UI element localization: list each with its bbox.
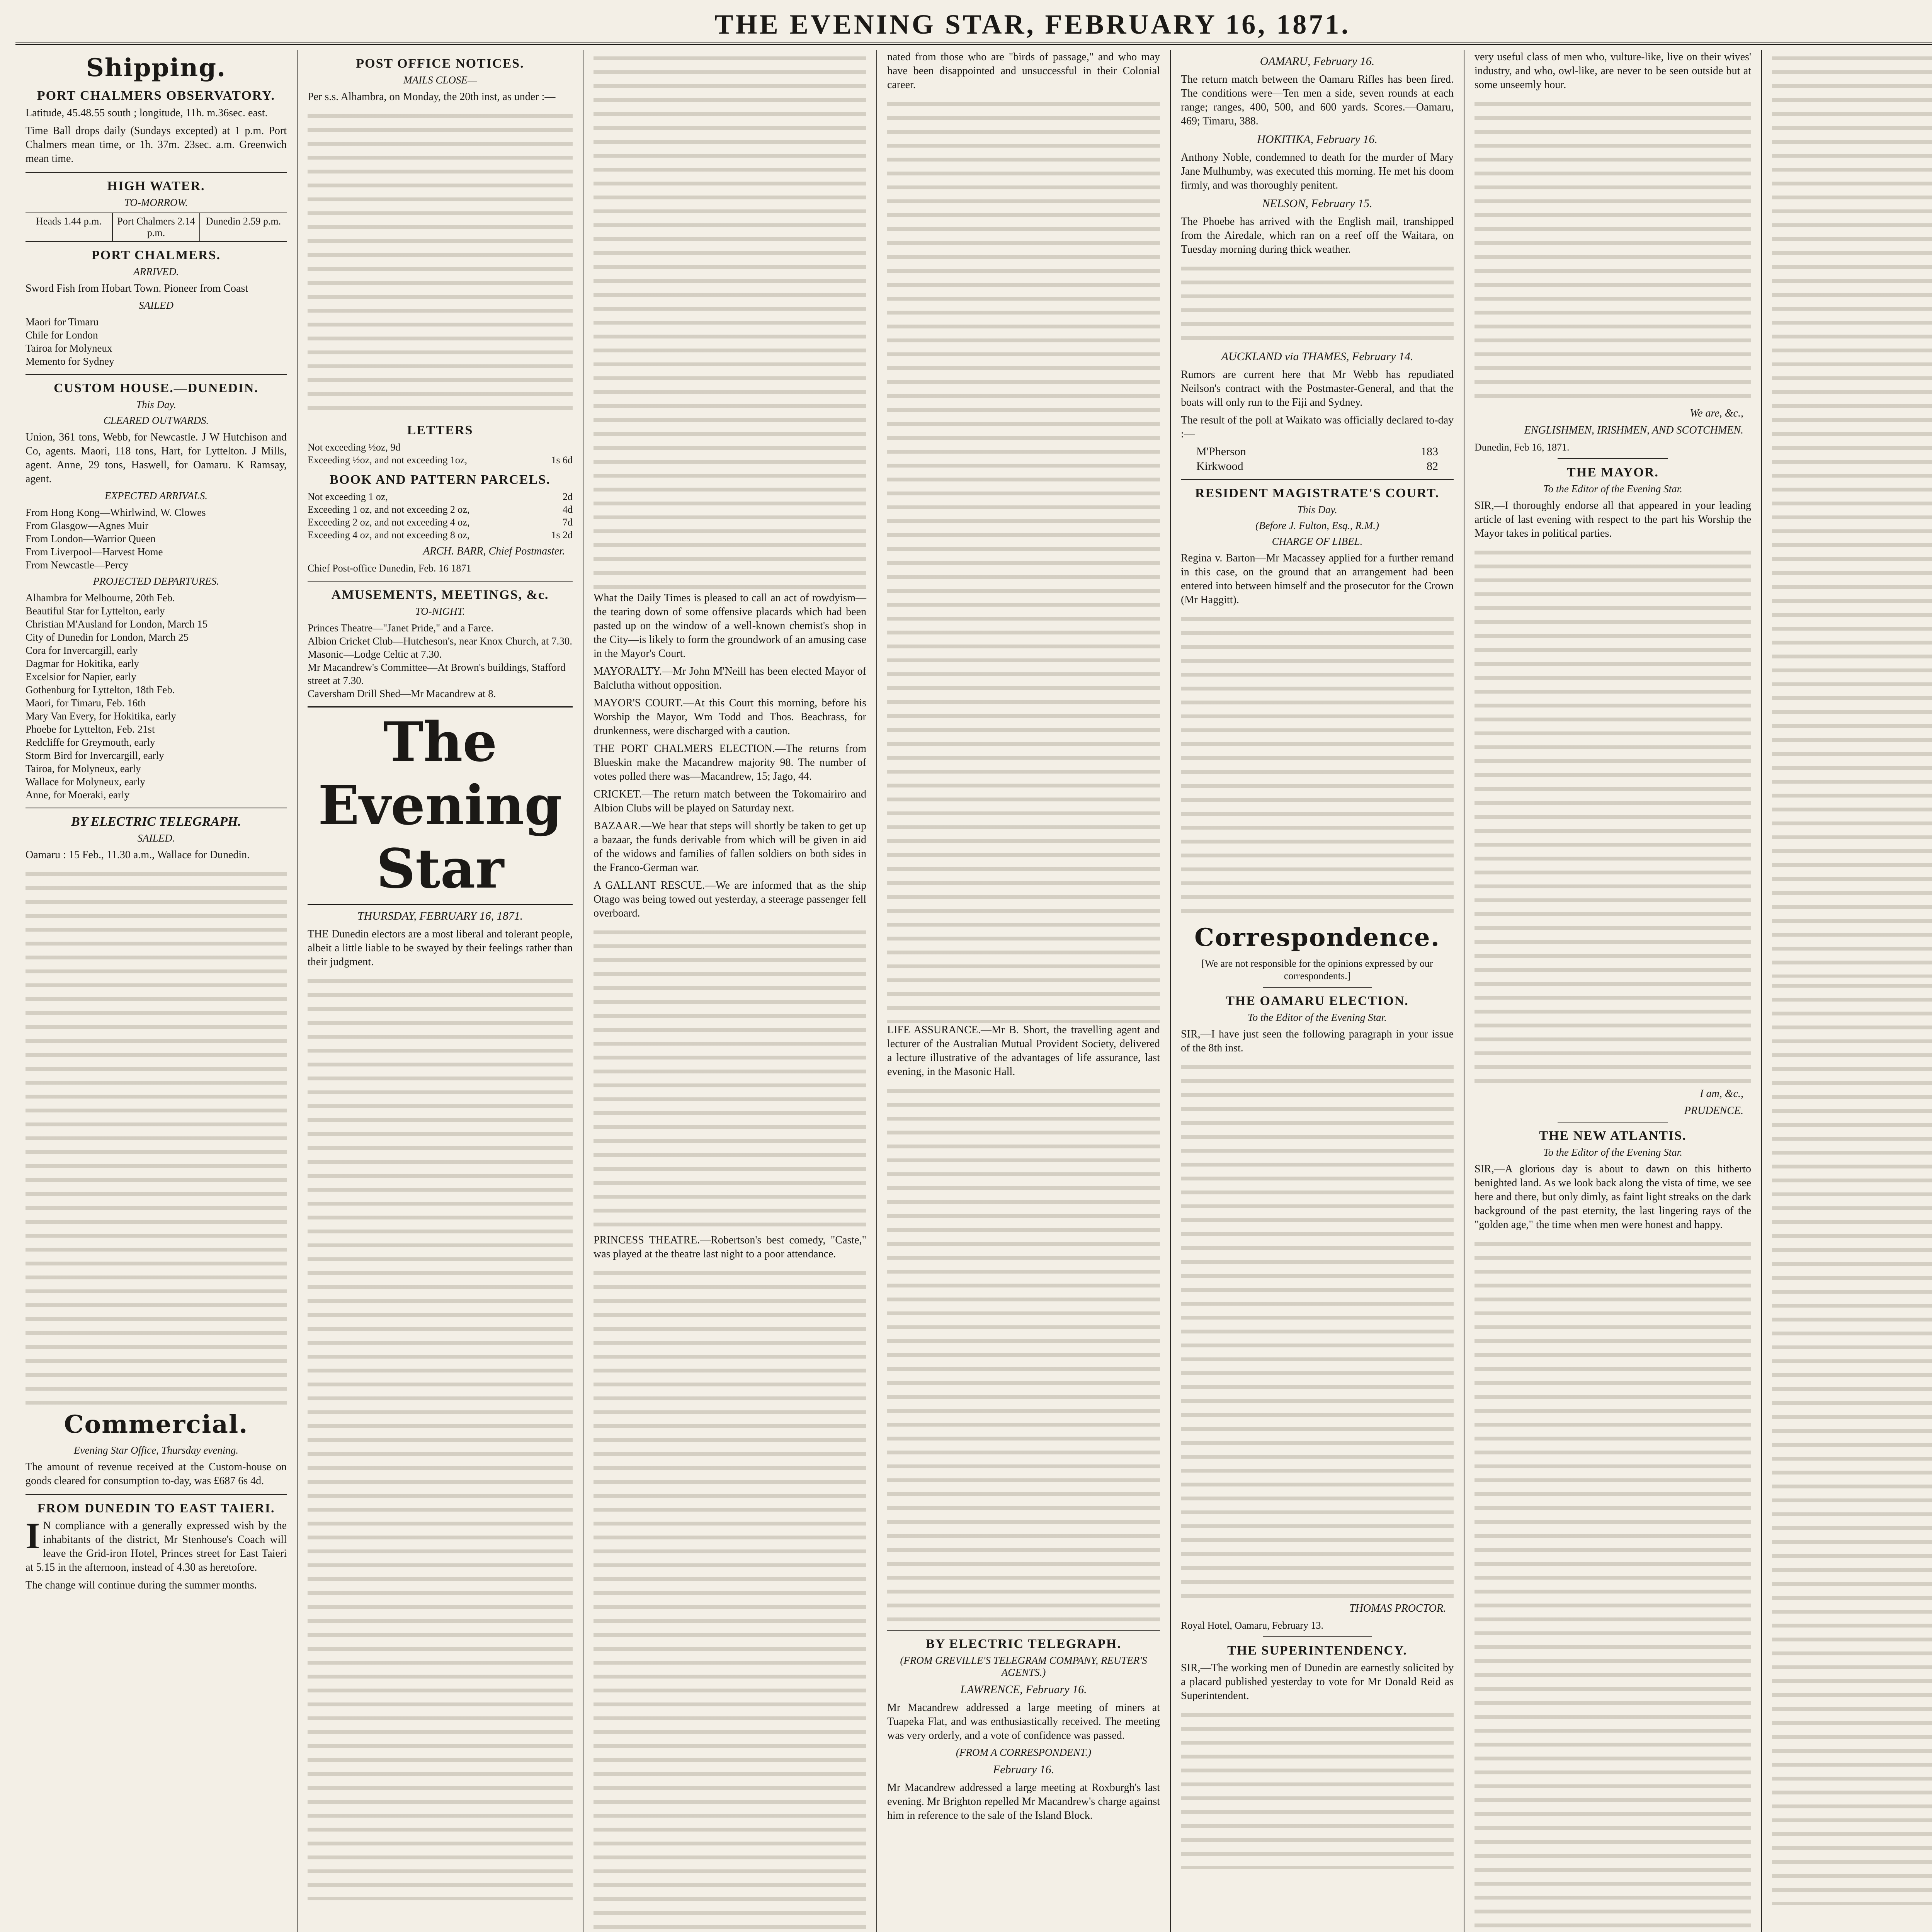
postmaster-sign: ARCH. BARR, Chief Postmaster. [423,545,565,557]
lawrence-dateline: LAWRENCE, February 16. [960,1683,1087,1696]
correspondence-note: [We are not responsible for the opinions expressed by our correspondents.] [1201,958,1433,981]
telegraph-text: Oamaru : 15 Feb., 11.30 a.m., Wallace for Dunedin. [26,849,250,861]
rate-label: Exceeding 4 oz, and not exceeding 8 oz, [308,529,470,541]
telegraph-sub: (FROM GREVILLE'S TELEGRAM COMPANY, REUTER'S AGENTS.) [900,1655,1147,1678]
col6-lead: very useful class of men who, vulture-like, live on their wives' industry, and who, owl-like, are never to be seen outside but at some unseemly hour. [1475,51,1751,91]
life-assurance: LIFE ASSURANCE.—Mr B. Short, the travelling agent and lecturer of the Australian Mutual Provident Society, delivered a lecture illustrative of the advantages of life assurance, last evening, in the Masonic Hall. [887,1024,1160,1078]
taieri-body: N compliance with a generally expressed wish by the inhabitants of the district, Mr Stenhouse's Coach will leave the Grid-iron Hotel, Princes street for East Taieri at 5.15 in the afternoon, instead of 4.30 as heretofore. [26,1520,287,1573]
column-3 [583,50,877,1932]
list-item: Caversham Drill Shed—Mr Macandrew at 8. [308,688,496,699]
col4-lead: nated from those who are "birds of passage," and who may have been disappointed and unsuccessful in their Colonial career. [887,51,1160,91]
poll-row [1196,445,1438,458]
superintendency-heading: THE SUPERINTENDENCY. [1227,1643,1407,1658]
candidate: M'Pherson [1196,445,1246,458]
rate-row [308,529,573,541]
col7-body-2 [1772,978,1932,1905]
court-sub: This Day. [1297,504,1337,515]
col7-body-1 [1772,50,1932,978]
list-item: Tairoa for Molyneux [26,342,112,354]
masthead [15,8,1932,45]
list-item: Memento for Sydney [26,355,114,367]
rate-label: Exceeding 1 oz, and not exceeding 2 oz, [308,504,470,515]
column-6 [1464,50,1762,1932]
column-5 [1171,50,1464,1932]
votes: 183 [1421,445,1438,458]
amusements-heading: AMUSEMENTS, MEETINGS, &c. [331,588,549,602]
list-item: Princes Theatre—"Janet Pride," and a Farce. [308,622,494,634]
to-editor: To the Editor of the Evening Star. [1248,1012,1387,1023]
sign-we-are: We are, &c., [1690,407,1743,419]
poll-row [1196,460,1438,473]
rate-value: 1s 6d [551,454,573,466]
expected-label: EXPECTED ARRIVALS. [105,490,207,502]
list-item: Cora for Invercargill, early [26,645,138,656]
port-chalmers-heading: PORT CHALMERS. [91,248,221,262]
mayor-text: SIR,—I thoroughly endorse all that appeared in your leading article of last evening with respect to the part his Worship the Mayor takes in political parties. [1475,500,1751,539]
letters-heading: LETTERS [407,423,473,437]
atlantis-to-editor: To the Editor of the Evening Star. [1543,1146,1682,1158]
telegraph-heading: BY ELECTRIC TELEGRAPH. [71,815,241,829]
observatory-text: Latitude, 45.48.55 south ; longitude, 11h. m.36sec. east. [26,107,268,119]
correspondent-label: (FROM A CORRESPONDENT.) [956,1747,1092,1758]
list-item: Maori, for Timaru, Feb. 16th [26,697,146,709]
atlantis-body [1475,1236,1751,1932]
list-item: From Glasgow—Agnes Muir [26,520,148,531]
post-office-heading: POST OFFICE NOTICES. [356,56,524,71]
list-item: City of Dunedin for London, March 25 [26,631,189,643]
editorial-continued [594,50,866,591]
sailed-list [26,315,287,368]
letter-text: SIR,—I have just seen the following paragraph in your issue of the 8th inst. [1181,1028,1454,1054]
projected-label: PROJECTED DEPARTURES. [93,575,219,587]
letter-body [1181,1059,1454,1600]
atlantis-text: SIR,—A glorious day is about to dawn on this hitherto benighted land. As we look back along the vista of time, we see here and there, but only dimly, as faint light streaks on the dark background of the past eternity, the last lingering rays of the "golden age," the time when men were honest and happy. [1475,1163,1751,1231]
mayors-court: MAYOR'S COURT.—At this Court this morning, before his Worship the Mayor, Wm Todd and Thos. Beachrass, for drunkenness, were discharged with a caution. [594,697,866,737]
list-item: Chile for London [26,329,98,341]
mails-text: Per s.s. Alhambra, on Monday, the 20th inst, as under :— [308,91,556,103]
editorial-body [308,973,573,1900]
mails-close: MAILS CLOSE— [403,74,477,86]
section-commercial: Commercial. [64,1410,248,1439]
observatory-ball: Time Ball drops daily (Sundays excepted) at 1 p.m. Port Chalmers mean time, or 1h. 37m. 23sec. a.m. Greenwich mean time. [26,125,287,165]
letter-place: Royal Hotel, Oamaru, February 13. [1181,1620,1323,1631]
feb16-dateline: February 16. [993,1763,1054,1776]
telegraph-sailed: SAILED. [137,832,175,844]
rate-row [308,503,573,516]
port-election: THE PORT CHALMERS ELECTION.—The returns from Blueskin make the Macandrew majority 98. The number of votes polled there was—Macandrew, 15; Jago, 44. [594,743,866,782]
letter-sign: THOMAS PROCTOR. [1349,1602,1446,1614]
list-item: Alhambra for Melbourne, 20th Feb. [26,592,175,604]
atlantis-sign [1780,1907,1932,1920]
taieri-text [26,1515,287,1575]
list-item: From Liverpool—Harvest Home [26,546,163,558]
gallant-rescue: A GALLANT RESCUE.—We are informed that as the ship Otago was being towed out yesterday, a steerage passenger fell overboard. [594,879,866,919]
cleared-label: CLEARED OUTWARDS. [103,415,209,426]
dropcap: I [26,1515,40,1556]
amusements-list [308,621,573,700]
list-item: Mary Van Every, for Hokitika, early [26,710,176,722]
rate-label: Not exceeding 1 oz, [308,491,388,502]
list-item: Storm Bird for Invercargill, early [26,750,164,761]
hokitika-dateline: HOKITIKA, February 16. [1257,133,1378,146]
libel-body [1181,611,1454,920]
list-item: Redcliffe for Greymouth, early [26,736,155,748]
sailed-label: SAILED [139,299,173,311]
dateline: THURSDAY, FEBRUARY 16, 1871. [357,910,523,922]
oamaru-dateline: OAMARU, February 16. [1260,55,1375,68]
post-office-body [308,108,573,417]
list-item: Anne, for Moeraki, early [26,789,130,801]
rate-value: 1s 2d [551,529,573,541]
court-heading: RESIDENT MAGISTRATE'S COURT. [1195,486,1439,500]
list-item: Albion Cricket Club—Hutcheson's, near Knox Church, at 7.30. [308,635,573,647]
col6-body [1475,96,1751,405]
high-water-sub: TO-MORROW. [124,197,188,208]
rate-row [308,516,573,529]
list-item: Dagmar for Hokitika, early [26,658,139,669]
list-item: Gothenburg for Lyttelton, 18th Feb. [26,684,175,696]
list-item: From Newcastle—Percy [26,559,129,571]
poll-intro: The result of the poll at Waikato was officially declared to-day :— [1181,414,1454,440]
col4-body [887,96,1160,1023]
rate-row [308,441,573,454]
telegraph-heading-2: BY ELECTRIC TELEGRAPH. [926,1637,1121,1651]
list-item: Wallace for Molyneux, early [26,776,145,787]
list-item: From London—Warrior Queen [26,533,156,544]
list-item: From Hong Kong—Whirlwind, W. Clowes [26,507,206,518]
libel-text: Regina v. Barton—Mr Macassey applied for a further remand in this case, on the ground that an arrangement had been entered into between himself and the prosecutor for the Crown (Mr Haggitt). [1181,552,1454,606]
tide-table [26,213,287,242]
column-2 [298,50,583,1932]
on-dit: What the Daily Times is pleased to call an act of rowdyism—the tearing down of some offensive placards which had been pasted up on the window of a well-known chemist's shop in the City—is likely to form the groundwork of an amusing case in the Mayor's Court. [594,592,866,660]
list-item: Mr Macandrew's Committee—At Brown's buildings, Stafford street at 7.30. [308,662,566,686]
candidate: Kirkwood [1196,460,1243,473]
tide-port: Port Chalmers 2.14 p.m. [113,213,200,241]
tide-heads: Heads 1.44 p.m. [26,213,113,241]
book-rates [308,490,573,541]
taieri-heading: FROM DUNEDIN TO EAST TAIERI. [37,1501,275,1515]
nelson-dateline: NELSON, February 15. [1262,197,1372,210]
life-assurance-body [887,1083,1160,1624]
section-correspondence: Correspondence. [1194,923,1440,952]
princess-theatre: PRINCESS THEATRE.—Robertson's best comedy, "Caste," was played at the theatre last night to a poor attendance. [594,1234,866,1260]
article-body-text [26,866,287,1407]
feb16-text: Mr Macandrew addressed a large meeting at Roxburgh's last evening. Mr Brighton repelled Mr Macandrew's charge against him in reference to the sale of the Island Block. [887,1782,1160,1821]
customs-heading: CUSTOM HOUSE.—DUNEDIN. [54,381,259,395]
rate-value: 7d [563,517,573,528]
rate-row [308,490,573,503]
nelson-body [1181,260,1454,345]
editorial-lead: THE Dunedin electors are a most liberal and tolerant people, albeit a little liable to be swayed by their feelings rather than their judgment. [308,928,573,968]
rate-label: Exceeding 2 oz, and not exceeding 4 oz, [308,517,470,528]
hokitika-text: Anthony Noble, condemned to death for the murder of Mary Jane Mulhumby, was executed this morning. He met his doom firmly, and was thoroughly penitent. [1181,151,1454,191]
expected-list [26,506,287,571]
atlantis-heading: THE NEW ATLANTIS. [1539,1129,1687,1143]
commercial-sub: Evening Star Office, Thursday evening. [74,1444,238,1456]
customs-sub: This Day. [136,399,176,410]
column-4 [877,50,1171,1932]
newspaper-title: THE EVENING STAR, FEBRUARY 16, 1871. [714,9,1351,40]
list-item: Masonic—Lodge Celtic at 7.30. [308,648,442,660]
high-water-heading: HIGH WATER. [107,179,205,193]
sign-place: Dunedin, Feb 16, 1871. [1475,442,1570,453]
auckland-text: Rumors are current here that Mr Webb has repudiated Neilson's contract with the Postmaster-General, and that the boats will only run to the Fiji and Sydney. [1181,369,1454,408]
tide-dunedin: Dunedin 2.59 p.m. [206,216,281,227]
mayor-heading: THE MAYOR. [1567,465,1659,480]
column-1 [15,50,298,1932]
atlantis-sign-2 [1780,1924,1932,1932]
commercial-text: The amount of revenue received at the Custom-house on goods cleared for consumption to-day, was £687 6s 4d. [26,1461,287,1487]
rate-row [308,454,573,466]
cricket: CRICKET.—The return match between the Tokomairiro and Albion Clubs will be played on Saturday next. [594,788,866,814]
column-3-body [594,1265,866,1932]
rate-label: Not exceeding ½oz, 9d [308,442,401,453]
arrived-label: ARRIVED. [133,266,179,277]
superintendency-body [1181,1707,1454,1869]
postmaster-place: Chief Post-office Dunedin, Feb. 16 1871 [308,563,471,574]
mayor-sign-2: PRUDENCE. [1684,1105,1743,1117]
rescue-body [594,924,866,1233]
list-item: Christian M'Ausland for London, March 15 [26,618,208,630]
mayor-body [1475,544,1751,1085]
newspaper-flag: The Evening Star [308,706,573,905]
mayor-to-editor: To the Editor of the Evening Star. [1543,483,1682,495]
projected-list [26,591,287,801]
court-before: (Before J. Fulton, Esq., R.M.) [1255,520,1379,531]
lawrence-text: Mr Macandrew addressed a large meeting of miners at Tuapeka Flat, and was enthusiastically received. The meeting was very orderly, and a vote of confidence was passed. [887,1702,1160,1742]
list-item: Phoebe for Lyttelton, Feb. 21st [26,723,155,735]
libel-label: CHARGE OF LIBEL. [1272,536,1363,547]
bazaar: BAZAAR.—We hear that steps will shortly be taken to get up a bazaar, the funds derivable from which will be given in aid of the widows and families of fallen soldiers on both sides in the Franco-German war. [594,820,866,874]
mayor-sign-1: I am, &c., [1700,1088,1743,1100]
book-heading: BOOK AND PATTERN PARCELS. [330,473,551,487]
nelson-text: The Phoebe has arrived with the English mail, transhipped from the Airedale, which ran on a reef off the Waitara, on Tuesday morning during thick weather. [1181,216,1454,255]
rate-label: Exceeding ½oz, and not exceeding 1oz, [308,454,467,466]
list-item: Beautiful Star for Lyttelton, early [26,605,165,617]
auckland-dateline: AUCKLAND via THAMES, February 14. [1221,350,1413,363]
list-item: Tairoa, for Molyneux, early [26,763,141,774]
column-7 [1762,50,1932,1932]
letter-rates [308,441,573,466]
observatory-heading: PORT CHALMERS OBSERVATORY. [37,88,276,103]
taieri-note: The change will continue during the summer months. [26,1579,257,1591]
cleared-text: Union, 361 tons, Webb, for Newcastle. J W Hutchison and Co, agents. Maori, 118 tons, Hart, for Lyttelton. J Mills, agent. Anne, 29 tons, Haswell, for Oamaru. K Ramsay, agent. [26,431,287,485]
list-item: Excelsior for Napier, early [26,671,136,682]
votes: 82 [1427,460,1438,473]
section-shipping: Shipping. [86,53,226,82]
superintendency-text: SIR,—The working men of Dunedin are earnestly solicited by a placard published yesterday to vote for Mr Donald Reid as Superintendent. [1181,1662,1454,1702]
sign-names: ENGLISHMEN, IRISHMEN, AND SCOTCHMEN. [1524,424,1743,436]
amusements-sub: TO-NIGHT. [415,605,465,617]
rate-value: 4d [563,504,573,515]
oamaru-text: The return match between the Oamaru Rifles has been fired. The conditions were—Ten men a side, seven rounds at each range; ranges, 400, 500, and 600 yards. Scores.—Oamaru, 469; Timaru, 388. [1181,73,1454,127]
oamaru-election-heading: THE OAMARU ELECTION. [1226,994,1409,1008]
arrived-text: Sword Fish from Hobart Town. Pioneer from Coast [26,282,248,294]
rate-value: 2d [563,491,573,502]
list-item: Maori for Timaru [26,316,99,328]
mayoralty: MAYORALTY.—Mr John M'Neill has been elected Mayor of Balclutha without opposition. [594,665,866,691]
